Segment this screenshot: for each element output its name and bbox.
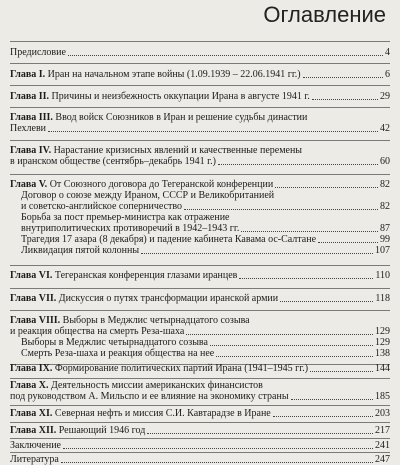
entry-text: Северная нефть и миссия С.И. Кавтарадзе в Иране bbox=[54, 408, 271, 419]
entry-text: Нарастание кризисных явлений и качественные перемены bbox=[53, 145, 303, 156]
toc-entry[interactable] bbox=[10, 440, 390, 451]
chapter-label: Глава III. bbox=[10, 112, 53, 123]
dot-leader bbox=[48, 131, 378, 132]
page-number: 42 bbox=[380, 123, 390, 134]
entry-text: Литература bbox=[10, 454, 59, 465]
separator-line bbox=[10, 41, 390, 42]
separator-line bbox=[10, 422, 390, 423]
page-number: 217 bbox=[375, 425, 390, 436]
page-number: 4 bbox=[385, 47, 390, 58]
chapter-label: Глава XII. bbox=[10, 425, 57, 436]
toc-entry[interactable] bbox=[10, 145, 390, 167]
toc-entry[interactable] bbox=[10, 179, 390, 256]
subsection[interactable] bbox=[10, 245, 390, 256]
dot-leader bbox=[63, 448, 373, 449]
chapter-label: Глава VIII. bbox=[10, 315, 61, 326]
subsection[interactable] bbox=[10, 190, 390, 212]
subsection-text: Смерть Реза-шаха и реакция общества на нее bbox=[21, 348, 215, 359]
separator-line bbox=[10, 265, 390, 266]
entry-text: Решающий 1946 год bbox=[58, 425, 146, 436]
page-number: 29 bbox=[380, 91, 390, 102]
dot-leader bbox=[303, 77, 383, 78]
entry-text: Предисловие bbox=[10, 47, 66, 58]
subsection-text: Ликвидация пятой колонны bbox=[21, 245, 140, 256]
page-number: 241 bbox=[375, 440, 390, 451]
entry-text-continued: и реакция общества на смерть Реза-шаха bbox=[10, 326, 185, 337]
separator-line bbox=[10, 174, 390, 175]
entry-text: Выборы в Меджлис четырнадцатого созыва bbox=[62, 315, 250, 326]
entry-text: Иран на начальном этапе войны (1.09.1939 – 22.06.1941 гг.) bbox=[47, 69, 301, 80]
dot-leader bbox=[216, 356, 373, 357]
dot-leader bbox=[312, 99, 378, 100]
dot-leader bbox=[68, 55, 383, 56]
separator-line bbox=[10, 405, 390, 406]
subsection-text: и советско-английское соперничество bbox=[21, 201, 183, 212]
separator-line bbox=[10, 107, 390, 108]
separator-line bbox=[10, 310, 390, 311]
page-number: 129 bbox=[375, 326, 390, 337]
page-number: 185 bbox=[375, 391, 390, 402]
entry-text: Заключение bbox=[10, 440, 61, 451]
page-number: 82 bbox=[380, 179, 390, 190]
page-number: 129 bbox=[375, 337, 390, 348]
subsection[interactable] bbox=[10, 337, 390, 348]
entry-text: Дискуссия о путях трансформации иранской армии bbox=[58, 293, 279, 304]
dot-leader bbox=[291, 399, 373, 400]
subsection-text: Выборы в Меджлис четырнадцатого созыва bbox=[21, 337, 208, 348]
page-number: 87 bbox=[380, 223, 390, 234]
chapter-label: Глава IV. bbox=[10, 145, 52, 156]
chapter-label: Глава IX. bbox=[10, 363, 53, 374]
separator-line bbox=[10, 140, 390, 141]
page-number: 144 bbox=[375, 363, 390, 374]
toc-entry[interactable] bbox=[10, 363, 390, 374]
separator-line bbox=[10, 85, 390, 86]
dot-leader bbox=[310, 371, 373, 372]
chapter-label: Глава I. bbox=[10, 69, 46, 80]
chapter-label: Глава X. bbox=[10, 380, 49, 391]
separator-line bbox=[10, 438, 390, 439]
page-number: 6 bbox=[385, 69, 390, 80]
page-number: 107 bbox=[375, 245, 390, 256]
chapter-label: Глава II. bbox=[10, 91, 50, 102]
entry-text-continued: в иранском обществе (сентябрь–декабрь 1941 г.) bbox=[10, 156, 216, 167]
dot-leader bbox=[147, 433, 373, 434]
dot-leader bbox=[186, 334, 373, 335]
subsection[interactable] bbox=[10, 212, 390, 234]
chapter-label: Глава VI. bbox=[10, 270, 53, 281]
page-number: 118 bbox=[375, 293, 390, 304]
dot-leader bbox=[210, 345, 373, 346]
toc-entry[interactable] bbox=[10, 425, 390, 436]
dot-leader bbox=[184, 209, 378, 210]
entry-text: Причины и неизбежность оккупации Ирана в августе 1941 г. bbox=[51, 91, 310, 102]
dot-leader bbox=[273, 416, 373, 417]
toc-entry[interactable] bbox=[10, 112, 390, 134]
entry-text: От Союзного договора до Тегеранской конференции bbox=[49, 179, 274, 190]
dot-leader bbox=[61, 462, 373, 463]
page-number: 99 bbox=[380, 234, 390, 245]
toc-entry[interactable] bbox=[10, 91, 390, 102]
entry-text-continued: Пехлеви bbox=[10, 123, 47, 134]
dot-leader bbox=[241, 231, 378, 232]
dot-leader bbox=[280, 301, 373, 302]
subsection-text: Трагедия 17 азара (8 декабря) и падение кабинета Кавама ос-Салтане bbox=[21, 234, 317, 245]
subsection[interactable] bbox=[10, 348, 390, 359]
toc-entry[interactable] bbox=[10, 454, 390, 465]
dot-leader bbox=[275, 187, 378, 188]
page-title: Оглавление bbox=[263, 2, 386, 27]
toc-entry[interactable] bbox=[10, 408, 390, 419]
dot-leader bbox=[218, 164, 378, 165]
toc-entry[interactable] bbox=[10, 47, 390, 58]
subsection-text: внутриполитических противоречий в 1942–1943 гг. bbox=[21, 223, 240, 234]
page-number: 203 bbox=[375, 408, 390, 419]
page-number: 247 bbox=[375, 454, 390, 465]
separator-line bbox=[10, 378, 390, 379]
toc-entry[interactable] bbox=[10, 293, 390, 304]
toc-entry[interactable] bbox=[10, 270, 390, 281]
entry-text: Деятельность миссии американских финансистов bbox=[50, 380, 263, 391]
chapter-label: Глава V. bbox=[10, 179, 48, 190]
dot-leader bbox=[141, 253, 373, 254]
subsection-text: Договор о союзе между Ираном, СССР и Великобританией bbox=[21, 190, 275, 201]
chapter-label: Глава XI. bbox=[10, 408, 53, 419]
page-number: 110 bbox=[375, 270, 390, 281]
page-number: 60 bbox=[380, 156, 390, 167]
entry-text-continued: под руководством А. Мильспо и ее влияние на экономику страны bbox=[10, 391, 289, 402]
entry-text: Формирование политических партий Ирана (1941–1945 гг.) bbox=[54, 363, 309, 374]
toc-entry[interactable] bbox=[10, 69, 390, 80]
page-number: 138 bbox=[375, 348, 390, 359]
page-number: 82 bbox=[380, 201, 390, 212]
subsection[interactable] bbox=[10, 234, 390, 245]
dot-leader bbox=[239, 278, 373, 279]
separator-line bbox=[10, 63, 390, 64]
separator-line bbox=[10, 288, 390, 289]
subsection-text: Борьба за пост премьер-министра как отражение bbox=[21, 212, 230, 223]
entry-text: Ввод войск Союзников в Иран и решение судьбы династии bbox=[55, 112, 308, 123]
separator-line bbox=[10, 452, 390, 453]
chapter-label: Глава VII. bbox=[10, 293, 57, 304]
dot-leader bbox=[318, 242, 378, 243]
entry-text: Тегеранская конференция глазами иранцев bbox=[54, 270, 238, 281]
toc-entry[interactable] bbox=[10, 380, 390, 402]
toc-entry[interactable] bbox=[10, 315, 390, 359]
